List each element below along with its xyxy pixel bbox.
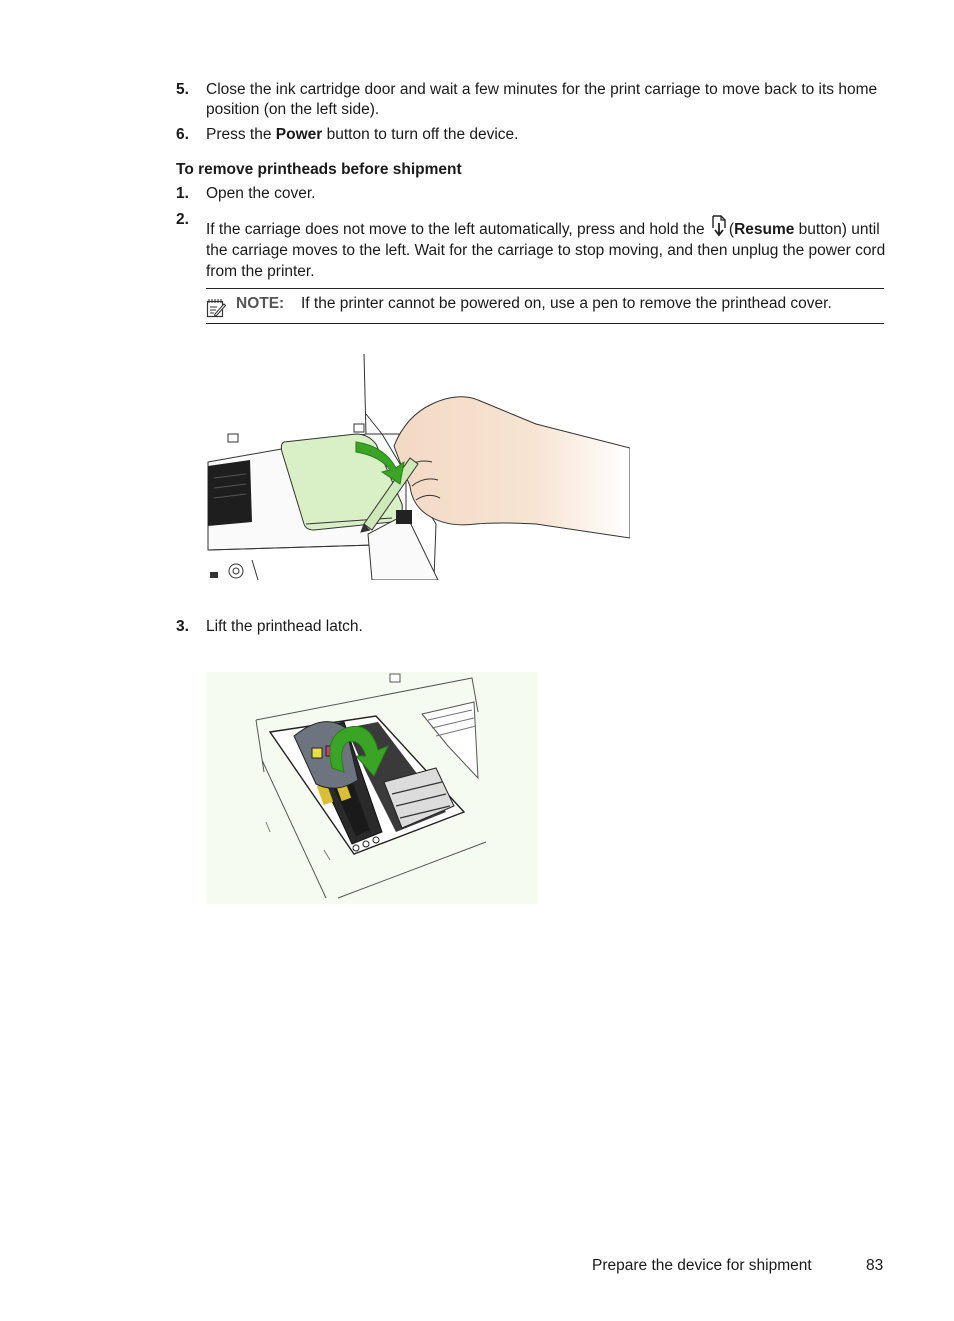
section-heading: To remove printheads before shipment xyxy=(176,161,462,178)
step-number: 5. xyxy=(176,81,189,98)
lift-printhead-latch-illustration xyxy=(206,672,538,904)
note-text: If the printer cannot be powered on, use a pen to remove the printhead cover. xyxy=(301,295,832,312)
step-number: 2. xyxy=(176,211,189,228)
step-text: Lift the printhead latch. xyxy=(206,618,363,635)
note-pad-icon xyxy=(206,298,226,318)
note-box xyxy=(206,288,884,324)
page-number: 83 xyxy=(866,1257,884,1274)
resume-icon xyxy=(710,215,728,237)
step-text: Close the ink cartridge door and wait a few minutes for the print carriage to move back to its home position (on the left side). xyxy=(206,81,878,118)
step-text: If the carriage does not move to the left automatically, press and hold the (Resume button) until the carriage moves to the left. Wait for the carriage to stop moving, and then unplug the power cord from the printer. xyxy=(206,215,886,282)
resume-button-label: Resume xyxy=(734,221,795,238)
step-number: 3. xyxy=(176,618,189,635)
note-label: NOTE: xyxy=(236,295,285,312)
step-text: Press the Power button to turn off the device. xyxy=(206,126,519,143)
remove-printhead-cover-illustration xyxy=(206,354,630,580)
power-button-label: Power xyxy=(275,126,323,143)
step-text: Open the cover. xyxy=(206,185,316,202)
step-number: 6. xyxy=(176,126,189,143)
footer-section-title: Prepare the device for shipment xyxy=(592,1257,812,1274)
step-number: 1. xyxy=(176,185,189,202)
